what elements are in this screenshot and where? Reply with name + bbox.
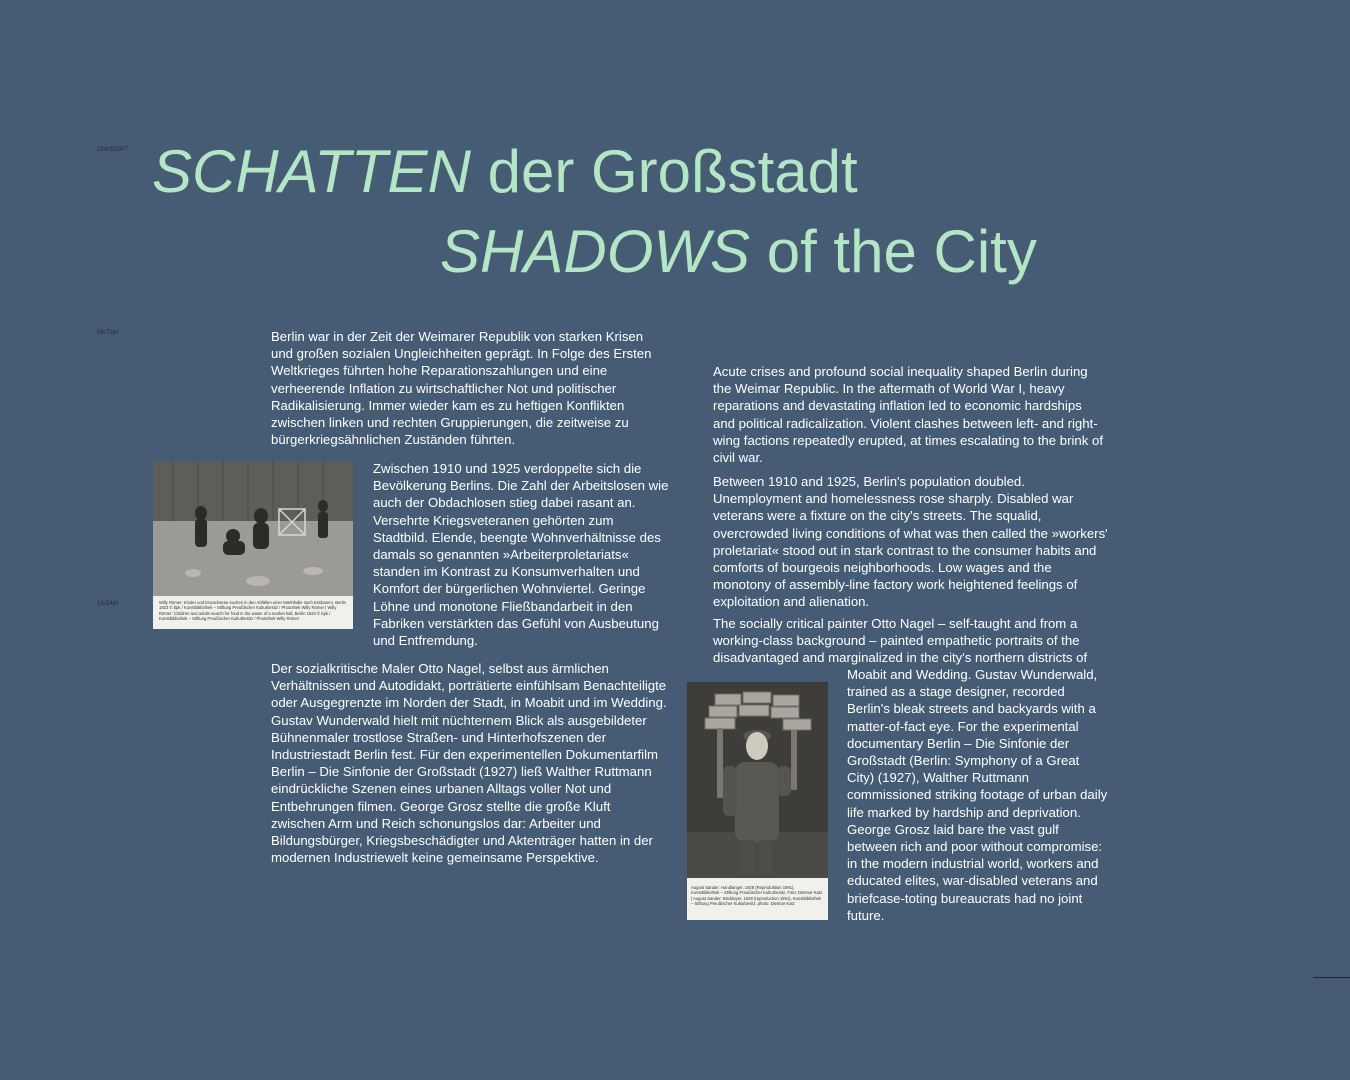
portrait-photo-caption: August Sander: Handlanger, 1928 (Reproduktion 1991), Kunstbibliothek – Stiftung Preußischer Kulturbesitz, Foto: Dietmar Katz | August Sander: Bricklayer, 1928 (reproduction 1991), Kunstbibliothek – Stiftung Preußischer Kulturbesitz, photo: Dietmar Katz [691,885,823,907]
portrait-photo [687,682,828,920]
title-english-emphasis: SHADOWS [440,218,751,285]
title-german [152,138,858,205]
title-english-rest: of the City [750,218,1037,285]
photo-portrait-bricklayer-icon [687,682,828,878]
title-german-rest: der Großstadt [470,138,858,205]
german-paragraph-2: Zwischen 1910 und 1925 verdoppelte sich die Bevölkerung Berlins. Die Zahl der Arbeitslosen wie auch der Obdachlosen stieg dabei rasant an. Versehrte Kriegsveteranen gehörten zum Stadtbild. Elende, beengte Wohnverhältnisse des damals so genannten »Arbeiterproletariats« standen im Kontrast zu Konsumverhalten und Komfort der bürgerlichen Wohnviertel. Geringe Löhne und monotone Fließbandarbeit in den Fabriken verstärkten das Gefühl von Ausbeutung und Entfremdung. [373,461,669,649]
german-paragraph-1: Berlin war in der Zeit der Weimarer Republik von starken Krisen und großen sozialen Ungleichheiten geprägt. In Folge des Ersten Weltkrieges führten hohe Reparationszahlungen und eine verheerende Inflation zu wirtschaftlicher Not und politischer Radikalisierung. Immer wieder kam es zu heftigen Konflikten zwischen linken und rechten Gruppierungen, die zeitweise zu bürgerkriegsähnlichen Zuständen führten. [271,329,652,448]
street-photo-caption: Willy Römer: Kinder und Erwachsene suchen in den Abfällen einer Markthalle nach Essbarem, Berlin 1923 © bpk / Kunstbibliothek – Stiftung Preußischer Kulturbesitz / Photothek Willy Römer | Willy Römer: Children and adults search for food in the waste of a market hall, Berlin 1923 © bpk / Kunstbibliothek – Stiftung Preußischer Kulturbesitz / Photothek Willy Römer [159,600,346,622]
title-german-emphasis: SCHATTEN [152,138,471,205]
photo-street-scene-icon [153,461,353,596]
page-rule [1313,977,1350,978]
english-paragraph-3b: Moabit and Wedding. Gustav Wunderwald, trained as a stage designer, recorded Berlin's bleak streets and backyards with a matter-of-fact eye. For the experimental documentary Berlin – Die Sinfonie der Großstadt (Berlin: Symphony of a Great City) (1927), Walther Ruttmann commissioned striking footage of urban daily life marked by hardship and deprivation. George Grosz laid bare the vast gulf between rich and poor without compromise: in the modern industrial world, workers and educated elites, war-disabled veterans and briefcase-toting bureaucrats had no joint future. [847,667,1108,923]
title-size-label: 256/332PT [97,147,129,153]
caption-size-label: 16/24pt [97,601,119,607]
title-english [440,218,1037,285]
street-photo [153,461,353,629]
english-paragraph-2: Between 1910 and 1925, Berlin's population doubled. Unemployment and homelessness rose sharply. Disabled war veterans were a fixture on the city's streets. The squalid, overcrowded living conditions of what was then called the »workers' proletariat« stood out in stark contrast to the consumer habits and comforts of bourgeois neighborhoods. Low wages and the monotony of assembly-line factory work heightened feelings of exploitation and alienation. [713,474,1108,610]
body-size-label: 56/72pt [97,330,119,336]
english-paragraph-1: Acute crises and profound social inequality shaped Berlin during the Weimar Republic. In the aftermath of World War I, heavy reparations and devastating inflation led to economic hardships and political radicalization. Violent clashes between left- and right-wing factions repeatedly erupted, at times escalating to the brink of civil war. [713,364,1103,466]
german-paragraph-3: Der sozialkritische Maler Otto Nagel, selbst aus ärmlichen Verhältnissen und Autodidakt, porträtierte einfühlsam Benachteiligte oder Ausgegrenzte im Norden der Stadt, in Moabit und im Wedding. Gustav Wunderwald hielt mit nüchternem Blick als ausgebildeter Bühnenmaler trostlose Straßen- und Hinterhofszenen der Industriestadt Berlin fest. Für den experimentellen Dokumentarfilm Berlin – Die Sinfonie der Großstadt (1927) ließ Walther Ruttmann eindrückliche Szenen eines urbanen Alltags voller Not und Entbehrungen filmen. George Grosz stellte die große Kluft zwischen Arm und Reich schonungslos dar: Arbeiter und Bildungsbürger, Kriegsbeschädigter und Aktenträger hatten in der modernen Industriewelt keine gemeinsame Perspektive. [271,661,667,866]
english-paragraph-3a: The socially critical painter Otto Nagel – self-taught and from a working-class background – painted empathetic portraits of the disadvantaged and marginalized in the city's northern districts of [713,616,1088,666]
